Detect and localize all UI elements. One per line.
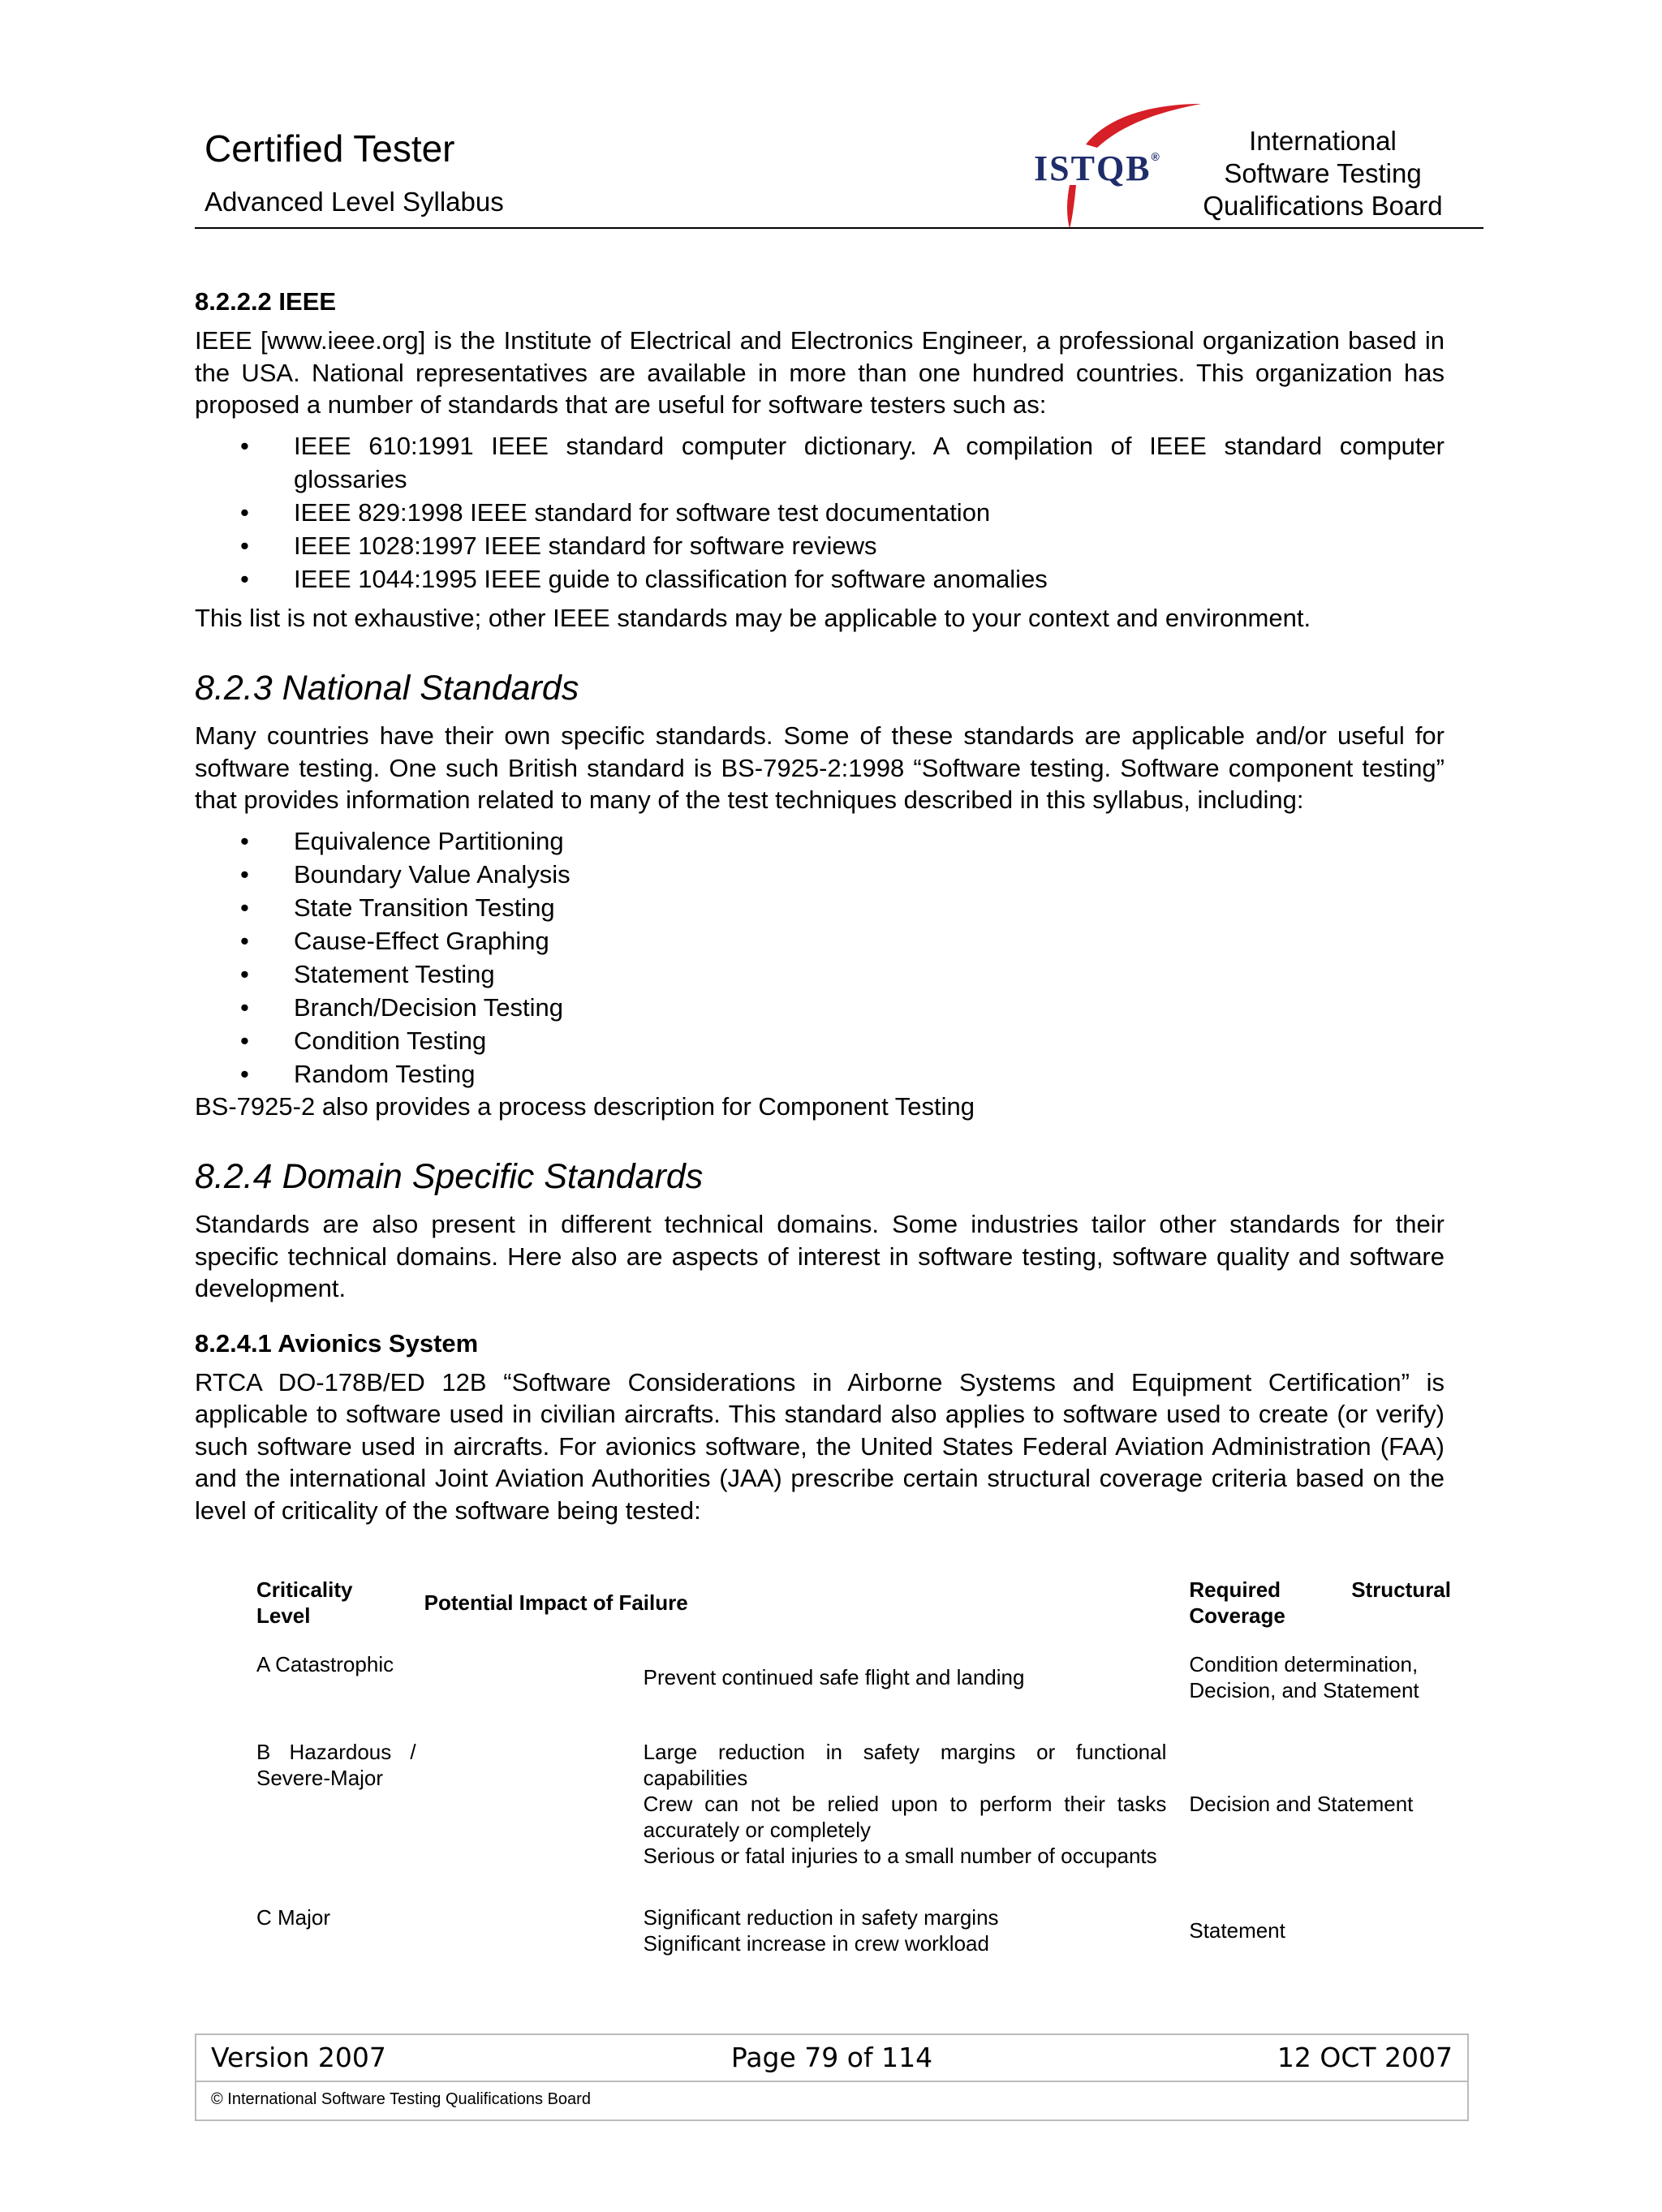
table-header-row <box>256 1577 1451 1651</box>
bullet-icon: • <box>240 926 249 955</box>
bullet-icon: • <box>240 1026 249 1055</box>
bullet-icon: • <box>240 1059 249 1088</box>
section-heading: 8.2.2.2 IEEE <box>195 287 337 316</box>
bullet-icon: • <box>240 959 249 988</box>
paragraph: Many countries have their own specific standards. Some of these standards are applicable and/or useful for software testing. One such British standard is BS-7925-2:1998 “Software testing. Software component testing” that provides information related to many of the test techniques described in this syllabus, including: <box>195 721 1445 814</box>
footer-row <box>196 2035 1467 2082</box>
page-footer <box>195 2033 1469 2121</box>
header-rule <box>195 227 1483 229</box>
list-item: • Branch/Decision Testing <box>195 991 1445 1024</box>
coverage-cell: Statement <box>1189 1918 1285 1943</box>
org-line: International <box>1249 126 1397 156</box>
section-heading: 8.2.4 Domain Specific Standards <box>195 1157 704 1196</box>
section-heading: 8.2.3 National Standards <box>195 669 579 708</box>
bullet-icon: • <box>240 826 249 855</box>
list-item: • Equivalence Partitioning <box>195 824 1445 858</box>
date-label: 12 OCT 2007 <box>1277 2042 1453 2073</box>
criticality-table <box>256 1577 1451 1992</box>
paragraph: BS-7925-2 also provides a process description for Component Testing <box>195 1091 975 1121</box>
coverage-cell: Condition determination, Decision, and Statement <box>1189 1652 1419 1702</box>
bullet-icon: • <box>240 893 249 922</box>
impact-cell: Significant reduction in safety margins Significant increase in crew workload <box>643 1905 999 1956</box>
list-item: • IEEE 1028:1997 IEEE standard for software reviews <box>195 529 1445 562</box>
table-row <box>256 1904 1451 1992</box>
page-content <box>195 286 1451 1992</box>
registered-mark: ® <box>1151 150 1161 163</box>
org-name <box>1169 125 1477 222</box>
list-item: • IEEE 1044:1995 IEEE guide to classification for software anomalies <box>195 562 1445 596</box>
istqb-logo <box>1034 148 1161 188</box>
paragraph: This list is not exhaustive; other IEEE standards may be applicable to your context and environment. <box>195 603 1311 632</box>
list-item: • Statement Testing <box>195 958 1445 991</box>
bullet-list <box>195 429 1445 596</box>
list-item: • Condition Testing <box>195 1024 1445 1057</box>
paragraph: Standards are also present in different technical domains. Some industries tailor other standards for their specific technical domains. Here also are aspects of interest in software testing, software quality and software development. <box>195 1210 1445 1302</box>
column-header-impact: Potential Impact of Failure <box>424 1590 688 1615</box>
section-ieee <box>195 286 1445 634</box>
org-line: Qualifications Board <box>1203 191 1443 221</box>
column-header-criticality: Criticality Level <box>256 1577 353 1628</box>
table-row <box>256 1739 1451 1904</box>
table-row <box>256 1651 1451 1739</box>
bullet-icon: • <box>240 992 249 1022</box>
document-title: Certified Tester <box>205 127 455 170</box>
list-item: • Cause-Effect Graphing <box>195 924 1445 958</box>
bullet-icon: • <box>240 431 249 460</box>
bullet-icon: • <box>240 564 249 593</box>
criticality-cell: C Major <box>256 1905 331 1930</box>
version-label: Version 2007 <box>211 2042 386 2073</box>
paragraph: RTCA DO-178B/ED 12B “Software Considerations in Airborne Systems and Equipment Certification” is applicable to software used in civilian aircrafts. This standard also applies to software used to create (or verify) such software used in aircrafts. For avionics software, the United States Federal Aviation Administration (FAA) and the international Joint Aviation Authorities (JAA) prescribe certain structural coverage criteria based on the level of criticality of the software being tested: <box>195 1367 1445 1525</box>
list-item: • State Transition Testing <box>195 891 1445 924</box>
impact-cell: Large reduction in safety margins or functional capabilities Crew can not be relied upon to perform their tasks accurately or completely Serious or fatal injuries to a small number of occupants <box>643 1740 1167 1868</box>
istqb-logo-text: ISTQB <box>1034 148 1152 188</box>
list-item: • IEEE 610:1991 IEEE standard computer dictionary. A compilation of IEEE standard computer glossaries <box>195 429 1445 496</box>
column-header-coverage: Required Structural Coverage <box>1189 1577 1451 1628</box>
org-line: Software Testing <box>1224 158 1422 188</box>
impact-cell: Prevent continued safe flight and landing <box>643 1665 1025 1689</box>
document-subtitle: Advanced Level Syllabus <box>205 187 504 217</box>
criticality-cell: A Catastrophic <box>256 1652 394 1676</box>
section-national-standards <box>195 666 1445 1122</box>
criticality-cell: B Hazardous / Severe-Major <box>256 1740 416 1790</box>
list-item: • Random Testing <box>195 1057 1445 1091</box>
bullet-icon: • <box>240 859 249 889</box>
bullet-icon: • <box>240 497 249 527</box>
coverage-cell: Decision and Statement <box>1189 1792 1414 1816</box>
paragraph: IEEE [www.ieee.org] is the Institute of Electrical and Electronics Engineer, a professional organization based in the USA. National representatives are available in more than one hundred countries. This organization has proposed a number of standards that are useful for software testers such as: <box>195 326 1445 419</box>
section-avionics <box>195 1328 1451 1993</box>
bullet-icon: • <box>240 531 249 560</box>
section-domain-standards <box>195 1155 1445 1305</box>
bullet-list <box>195 824 1445 1091</box>
copyright-notice: © International Software Testing Qualifications Board <box>211 2090 591 2108</box>
section-heading: 8.2.4.1 Avionics System <box>195 1328 479 1358</box>
page-number: Page 79 of 114 <box>730 2042 933 2073</box>
list-item: • Boundary Value Analysis <box>195 858 1445 891</box>
list-item: • IEEE 829:1998 IEEE standard for software test documentation <box>195 496 1445 529</box>
